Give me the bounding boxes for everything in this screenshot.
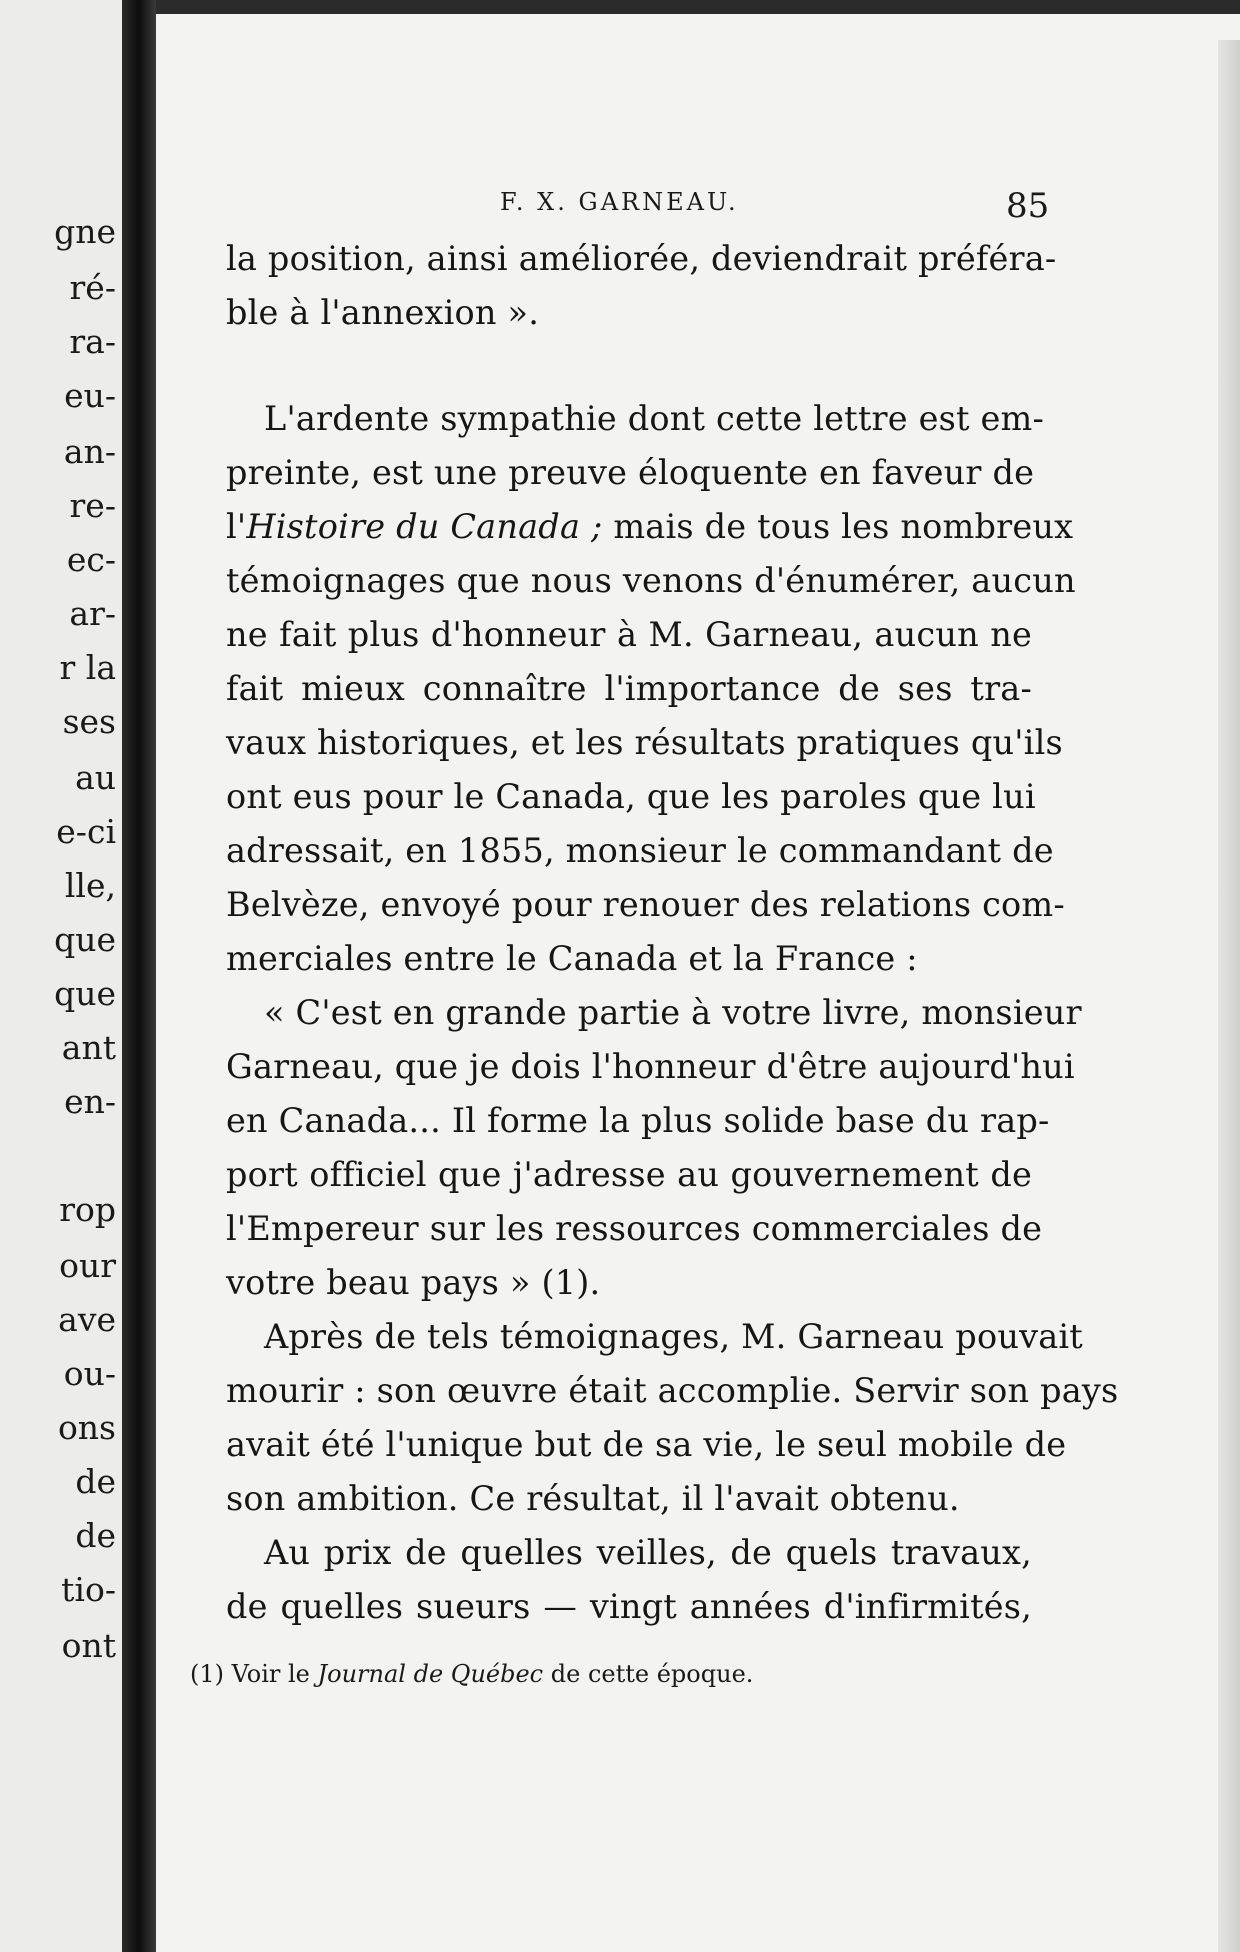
left-page-text-fragment: gne — [54, 212, 116, 251]
text-line — [226, 500, 1074, 554]
left-page-text-fragment: ré- — [69, 268, 116, 307]
left-page-text-fragment: ons — [57, 1408, 116, 1447]
text-line: fait mieux connaître l'importance de ses tra- — [226, 669, 1032, 708]
left-page-text-fragment: lle, — [64, 866, 116, 905]
text-line: Au prix de quelles veilles, de quels travaux, — [264, 1533, 1032, 1572]
text-line: Après de tels témoignages, M. Garneau pouvait — [264, 1317, 1083, 1356]
text-line: témoignages que nous venons d'énumérer, aucun — [226, 561, 1076, 600]
paragraph-sympathie — [226, 392, 1076, 986]
text-line: vaux historiques, et les résultats pratiques qu'ils — [226, 723, 1063, 762]
left-page-fragment — [0, 0, 122, 1952]
text-line: Garneau, que je dois l'honneur d'être aujourd'hui — [226, 1047, 1075, 1086]
footnote — [190, 1660, 1030, 1688]
paragraph-temoignages — [226, 1310, 1119, 1526]
text-line: son ambition. Ce résultat, il l'avait obtenu. — [226, 1479, 960, 1518]
text-line: port officiel que j'adresse au gouvernement de — [226, 1155, 1032, 1194]
italic-title: Histoire du Canada ; — [246, 507, 603, 546]
text-line: l'Empereur sur les ressources commerciales de — [226, 1209, 1043, 1248]
text-line: en Canada... Il forme la plus solide base du rap- — [226, 1101, 1050, 1140]
left-page-text-fragment: ou- — [63, 1354, 116, 1393]
left-page-text-fragment: en- — [64, 1082, 116, 1121]
left-page-text-fragment: que — [54, 920, 116, 959]
text-line: ne fait plus d'honneur à M. Garneau, aucun ne — [226, 615, 1032, 654]
text-line: la position, ainsi améliorée, deviendrait préféra- — [226, 239, 1057, 278]
left-page-text-fragment: ses — [62, 702, 116, 741]
page-edge — [1218, 40, 1240, 1952]
text-line: merciales entre le Canada et la France : — [226, 939, 918, 978]
text-line: ont eus pour le Canada, que les paroles que lui — [226, 777, 1036, 816]
footnote-prefix: Voir le — [231, 1660, 310, 1688]
left-page-text-fragment: ar- — [69, 594, 116, 633]
text-line: mourir : son œuvre était accomplie. Servir son pays — [226, 1371, 1119, 1410]
page-number: 85 — [1006, 186, 1050, 226]
left-page-text-fragment: our — [59, 1246, 116, 1285]
left-page-text-fragment: an- — [63, 432, 116, 471]
running-title: F. X. GARNEAU. — [500, 188, 739, 216]
text-line: avait été l'unique but de sa vie, le seul mobile de — [226, 1425, 1067, 1464]
footnote-marker: (1) — [190, 1660, 224, 1688]
left-page-text-fragment: que — [54, 974, 116, 1013]
left-page-text-fragment: de — [75, 1462, 116, 1501]
left-page-text-fragment: e-ci — [56, 812, 116, 851]
text-rest: mais de tous les nombreux — [613, 507, 1074, 546]
text-line: adressait, en 1855, monsieur le commandant de — [226, 831, 1054, 870]
footnote-italic: Journal de Québec — [317, 1660, 544, 1688]
text-line: preinte, est une preuve éloquente en faveur de — [226, 453, 1035, 492]
left-page-text-fragment: tio- — [61, 1570, 116, 1609]
left-page-text-fragment: de — [75, 1516, 116, 1555]
left-page-text-fragment: ant — [61, 1028, 116, 1067]
text-line: votre beau pays » (1). — [226, 1263, 601, 1302]
left-page-text-fragment: ont — [61, 1626, 116, 1665]
left-page-text-fragment: ave — [58, 1300, 116, 1339]
left-page-text-fragment: ec- — [66, 540, 116, 579]
paragraph-au-prix — [226, 1526, 1032, 1634]
text-prefix: l' — [226, 507, 247, 546]
text-line: de quelles sueurs — vingt années d'infirmités, — [226, 1587, 1032, 1626]
book-gutter — [122, 0, 156, 1952]
text-line: L'ardente sympathie dont cette lettre est em- — [264, 399, 1045, 438]
left-page-text-fragment: ra- — [69, 322, 116, 361]
footnote-suffix: de cette époque. — [550, 1660, 754, 1688]
text-line: ble à l'annexion ». — [226, 293, 540, 332]
left-page-text-fragment: re- — [69, 486, 116, 525]
left-page-text-fragment: rop — [59, 1190, 116, 1229]
left-page-text-fragment: eu- — [64, 376, 116, 415]
text-line: « C'est en grande partie à votre livre, monsieur — [264, 993, 1082, 1032]
paragraph-continuation — [226, 232, 1057, 340]
top-border — [156, 0, 1240, 14]
left-page-text-fragment: r la — [59, 648, 116, 687]
left-page-text-fragment: au — [75, 758, 116, 797]
text-line: Belvèze, envoyé pour renouer des relations com- — [226, 885, 1065, 924]
quotation — [226, 986, 1082, 1310]
